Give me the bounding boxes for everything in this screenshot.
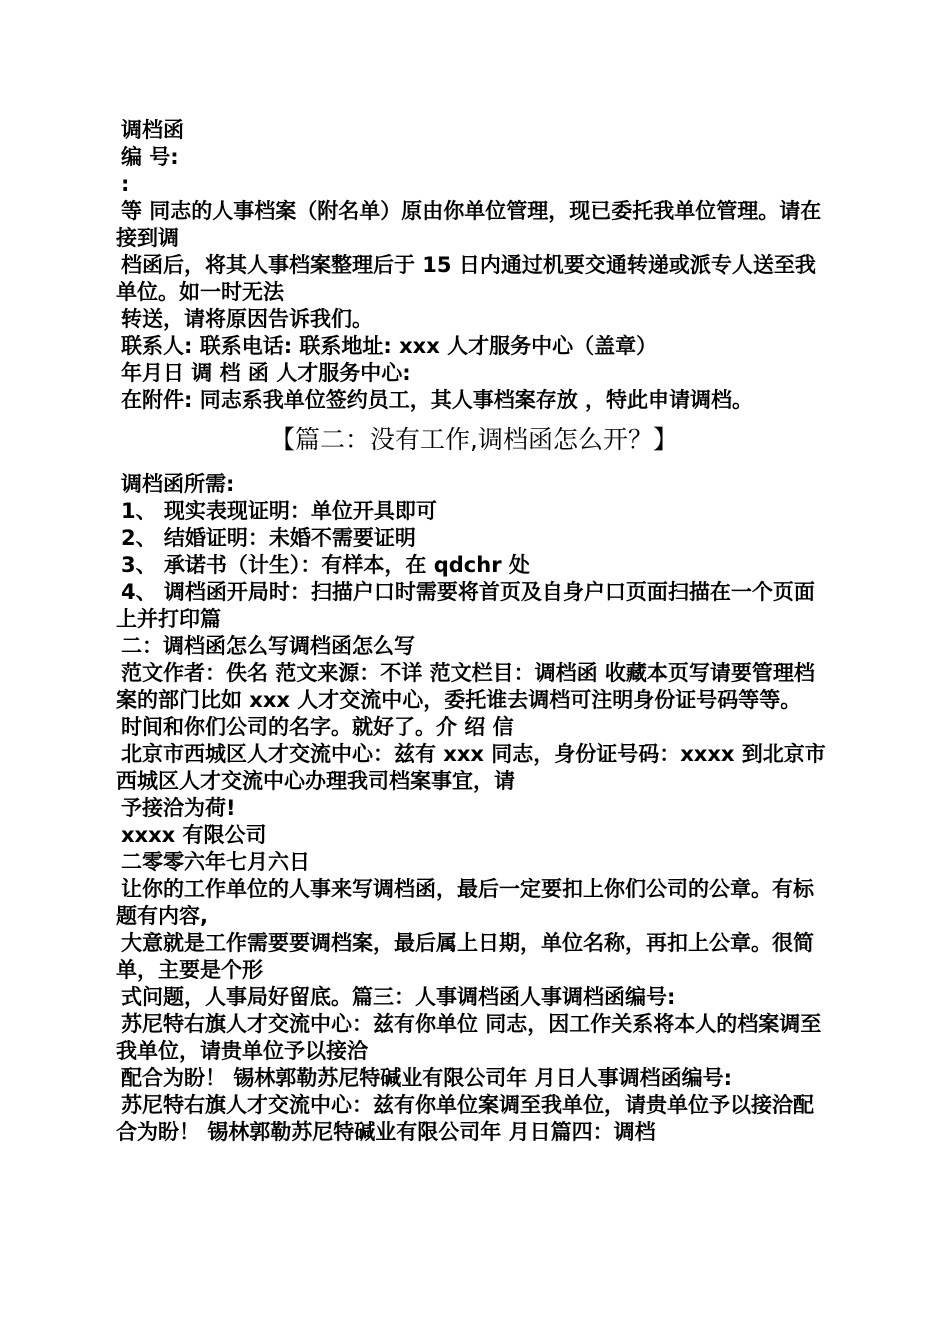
paragraph: 范文作者：佚名 范文来源：不详 范文栏目：调档函 收藏本页写请要管理档案的部门比如 xxx 人才交流中心，委托谁去调档可注明身份证号码等等。 bbox=[116, 661, 815, 712]
paragraph: 配合为盼！ 锡林郭勒苏尼特碱业有限公司年 月日人事调档函编号: bbox=[121, 1066, 733, 1090]
requirements-title: 调档函所需: bbox=[121, 472, 235, 496]
paragraph: 让你的工作单位的人事来写调档函，最后一定要扣上你们公司的公章。有标题有内容, bbox=[116, 877, 814, 928]
doc-title: 调档函 bbox=[121, 118, 184, 142]
requirement-item: 2、 结婚证明：未婚不需要证明 bbox=[121, 526, 416, 550]
paragraph: 二：调档函怎么写调档函怎么写 bbox=[121, 634, 415, 658]
section-heading: 【篇二：没有工作,调档函怎么开？】 bbox=[270, 425, 678, 454]
requirement-item: 1、 现实表现证明：单位开具即可 bbox=[121, 499, 437, 523]
requirement-item: 3、 承诺书（计生）：有样本，在 qdchr 处 bbox=[121, 553, 530, 577]
doc-number-label: 编 号: bbox=[121, 145, 179, 169]
paragraph: 予接洽为荷! bbox=[121, 796, 236, 820]
requirement-item: 4、 调档函开局时：扫描户口时需要将首页及自身户口页面扫描在一个页面上并打印篇 bbox=[116, 580, 815, 631]
paragraph-3: 转送，请将原因告诉我们。 bbox=[121, 307, 373, 331]
addressee-line: : bbox=[121, 172, 130, 196]
paragraph: 苏尼特右旗人才交流中心：兹有你单位 同志，因工作关系将本人的档案调至我单位，请贵单位予以接洽 bbox=[116, 1012, 822, 1063]
document-body bbox=[116, 117, 832, 1146]
attachment-line: 在附件: 同志系我单位签约员工，其人事档案存放 ，特此申请调档。 bbox=[121, 388, 754, 412]
paragraph: 时间和你们公司的名字。就好了。介 绍 信 bbox=[121, 715, 514, 739]
paragraph-2: 档函后，将其人事档案整理后于 15 日内通过机要交通转递或派专人送至我单位。如一时无法 bbox=[116, 253, 816, 304]
paragraph: 式问题，人事局好留底。篇三：人事调档函人事调档函编号: bbox=[121, 985, 676, 1009]
contact-line: 联系人: 联系电话: 联系地址: xxx 人才服务中心（盖章） bbox=[121, 334, 658, 358]
date-line: 年月日 调 档 函 人才服务中心: bbox=[121, 361, 411, 385]
company-name: xxxx 有限公司 bbox=[121, 823, 267, 847]
paragraph-1: 等 同志的人事档案（附名单）原由你单位管理，现已委托我单位管理。请在接到调 bbox=[116, 199, 822, 250]
paragraph: 北京市西城区人才交流中心：兹有 xxx 同志，身份证号码：xxxx 到北京市西城区人才交流中心办理我司档案事宜，请 bbox=[116, 742, 826, 793]
letter-date: 二零零六年七月六日 bbox=[121, 850, 310, 874]
paragraph: 大意就是工作需要要调档案，最后属上日期，单位名称，再扣上公章。很简单，主要是个形 bbox=[116, 931, 814, 982]
paragraph: 苏尼特右旗人才交流中心：兹有你单位案调至我单位，请贵单位予以接洽配合为盼！ 锡林郭勒苏尼特碱业有限公司年 月日篇四：调档 bbox=[116, 1093, 814, 1144]
